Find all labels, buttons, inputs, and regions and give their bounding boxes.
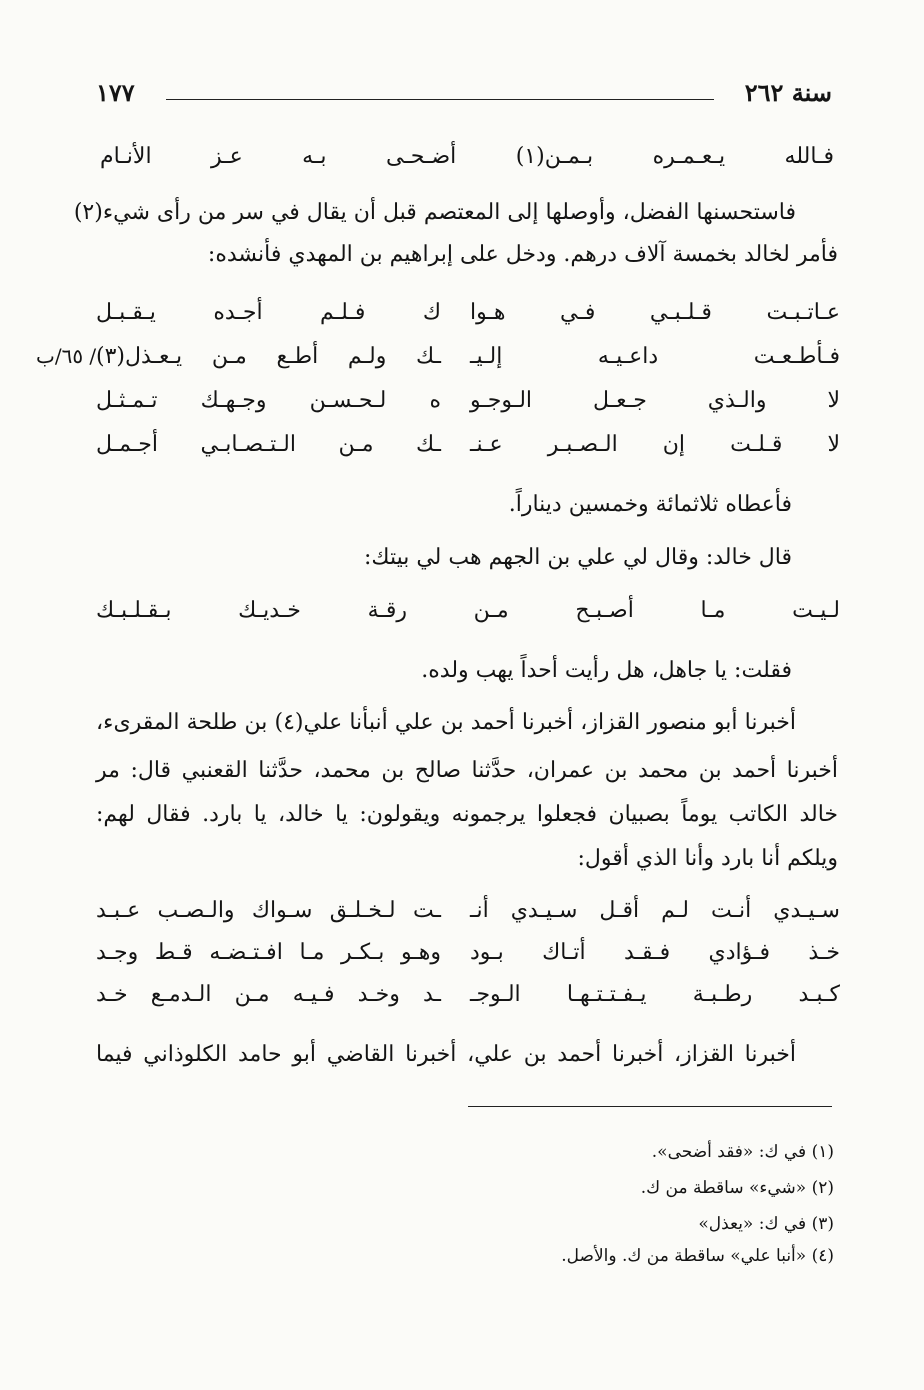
paragraph-line: فأعطاه ثلاثمائة وخمسين ديناراً.: [508, 492, 792, 517]
verse-line: لـيـت مـا أصـبـح مـن رقـة خـديـك بـقـلـبـك: [96, 598, 840, 623]
single-verse: [96, 598, 840, 632]
verse-second-hemistich: وهـو بـكـر مـا افـتـضـه قـط وجـد: [96, 940, 441, 965]
verse-first-hemistich: عـاتـبـت قـلـبـي فـي هـوا: [470, 300, 840, 325]
verse-couplet: [96, 982, 840, 1016]
verse-second-hemistich: ك فـلـم أجـده يـقـبـل: [96, 300, 441, 325]
verse-second-hemistich: ه لـحـسـن وجـهـك تـمـثـل: [96, 388, 441, 413]
paragraph-line: أخبرنا أبو منصور القزاز، أخبرنا أحمد بن علي أنبأنا علي(٤) بن طلحة المقرىء،: [96, 710, 796, 735]
paragraph-line: ويلكم أنا بارد وأنا الذي أقول:: [577, 846, 838, 871]
paragraph-line: قال خالد: وقال لي علي بن الجهم هب لي بيتك:: [364, 545, 792, 570]
verse-couplet: [96, 300, 840, 334]
header-rule: [166, 99, 714, 100]
footnote: (٢) «شيء» ساقطة من ك.: [640, 1178, 834, 1198]
verse-first-hemistich: لا والـذي جـعـل الـوجـو: [470, 388, 840, 413]
verse-couplet: [96, 898, 840, 932]
verse-second-hemistich: ـك مـن الـتـصـابـي أجـمـل: [96, 432, 441, 457]
footnote-separator: [468, 1106, 832, 1107]
paragraph-line: أخبرنا القزاز، أخبرنا أحمد بن علي، أخبرنا القاضي أبو حامد الكلوذاني فيما: [96, 1042, 796, 1067]
verse-couplet: [96, 940, 840, 974]
footnote: (١) في ك: «فقد أضحى».: [651, 1142, 834, 1162]
chapter-year-title: سنة ٢٦٢: [744, 78, 832, 107]
verse-first-hemistich: لا قـلـت إن الـصـبـر عـنـ: [470, 432, 840, 457]
verse-first-hemistich: فـأطـعـت داعـيـه إلـيـ: [470, 344, 840, 369]
paragraph-line: أخبرنا أحمد بن محمد بن عمران، حدَّثنا صالح بن محمد، حدَّثنا القعنبي قال: مر: [96, 758, 838, 783]
verse-second-hemistich: ـت لـخـلـق سـواك والـصـب عـبـد: [96, 898, 441, 923]
verse-second-hemistich: ـد وخـد فـيـه مـن الـدمـع خـد: [96, 982, 441, 1007]
verse-line: فـالله يـعـمـره بـمـن(١) أضـحـى بـه عـز الأنـام: [100, 144, 834, 169]
footnote: (٤) «أنبا علي» ساقطة من ك. والأصل.: [561, 1246, 834, 1266]
verse-second-hemistich: ـك ولـم أطـع مـن يـعـذل(٣): [96, 344, 441, 369]
page-number: ١٧٧: [96, 78, 135, 107]
paragraph-line: فأمر لخالد بخمسة آلاف درهم. ودخل على إبراهيم بن المهدي فأنشده:: [207, 242, 838, 267]
paragraph-line: فقلت: يا جاهل، هل رأيت أحداً يهب ولده.: [421, 658, 792, 683]
footnote: (٣) في ك: «يعذل»: [698, 1214, 834, 1234]
verse-couplet: [96, 388, 840, 422]
manuscript-folio-mark: / ٦٥/ب: [36, 344, 97, 368]
verse-couplet: [96, 432, 840, 466]
verse-first-hemistich: خـذ فـؤادي فـقـد أتـاك بـود: [470, 940, 840, 965]
paragraph-line: فاستحسنها الفضل، وأوصلها إلى المعتصم قبل أن يقال في سر من رأى شيء(٢): [73, 200, 796, 225]
paragraph-line: خالد الكاتب يوماً بصبيان فجعلوا يرجمونه ويقولون: يا خالد، يا بارد. فقال لهم:: [96, 802, 838, 827]
verse-couplet: [96, 344, 840, 378]
verse-first-hemistich: سـيـدي أنـت لـم أقـل سـيـدي أنـ: [470, 898, 840, 923]
verse-first-hemistich: كـبـد رطـبـة يـفـتـتـهـا الـوجـ: [470, 982, 840, 1007]
running-head: [96, 78, 832, 118]
